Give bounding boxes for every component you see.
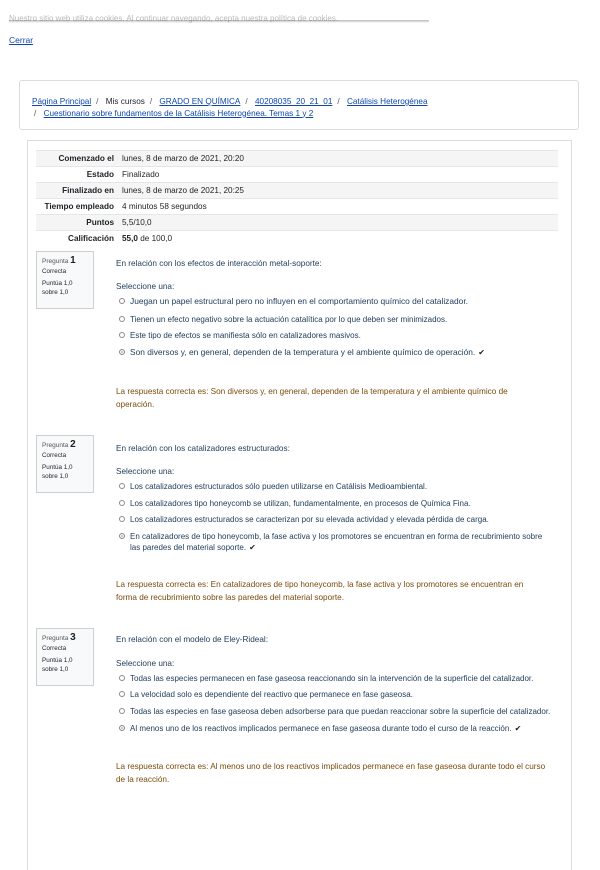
points-value: 5,5/10,0 bbox=[122, 218, 152, 227]
breadcrumb-my-courses[interactable]: Mis cursos bbox=[105, 97, 145, 106]
question-3-feedback: La respuesta correcta es: Al menos uno de los reactivos implicados permanece en fase gaseosa durante todo el curso de la reacción. bbox=[116, 762, 546, 784]
attempt-summary-table bbox=[36, 150, 558, 246]
question-prefix: Pregunta bbox=[42, 258, 69, 265]
grade-score: 55,0 bbox=[122, 234, 138, 243]
question-state: Correcta bbox=[42, 452, 67, 459]
radio-button[interactable] bbox=[119, 332, 125, 338]
question-2-option-c[interactable]: Los catalizadores estructurados se caracterizan por su elevada actividad y elevada pérdida de carga. bbox=[119, 514, 559, 525]
finished-label: Finalizado en bbox=[62, 186, 114, 195]
radio-button[interactable] bbox=[119, 675, 125, 681]
question-mark: Puntúa 1,0 sobre 1,0 bbox=[42, 657, 73, 673]
radio-button[interactable] bbox=[119, 691, 125, 697]
question-mark: Puntúa 1,0 sobre 1,0 bbox=[42, 464, 73, 480]
question-1-option-c[interactable]: Este tipo de efectos se manifiesta sólo en catalizadores masivos. bbox=[119, 330, 559, 341]
started-label: Comenzado el bbox=[58, 154, 114, 163]
question-3-option-d[interactable]: Al menos uno de los reactivos implicados permanece en fase gaseosa durante todo el curso de la reacción. ✔ bbox=[119, 723, 559, 734]
question-prefix: Pregunta bbox=[42, 442, 69, 449]
close-notice-link[interactable]: Cerrar bbox=[9, 35, 34, 45]
state-value: Finalizado bbox=[122, 170, 160, 179]
question-3-option-a[interactable]: Todas las especies permanecen en fase gaseosa reaccionando sin la intervención de la superficie del catalizador. bbox=[119, 673, 559, 684]
question-number: 3 bbox=[70, 632, 76, 643]
question-2-option-b[interactable]: Los catalizadores tipo honeycomb se utilizan, fundamentalmente, en procesos de Química Fina. bbox=[119, 498, 559, 509]
check-icon: ✔ bbox=[478, 348, 485, 357]
question-1-option-a[interactable]: Juegan un papel estructural pero no influyen en el comportamiento químico del catalizador. bbox=[119, 296, 559, 307]
grade-label: Calificación bbox=[68, 234, 114, 243]
question-state: Correcta bbox=[42, 268, 67, 275]
question-1-option-d[interactable]: Son diversos y, en general, dependen de la temperatura y el ambiente químico de operación. ✔ bbox=[119, 347, 559, 358]
question-2-prompt: Seleccione una: bbox=[116, 467, 175, 476]
question-3-info bbox=[36, 628, 94, 686]
breadcrumb-course-code[interactable]: 40208035_20_21_01 bbox=[254, 97, 333, 106]
question-3-option-b[interactable]: La velocidad solo es dependiente del reactivo que permanece en fase gaseosa. bbox=[119, 689, 559, 700]
time-value: 4 minutos 58 segundos bbox=[122, 202, 207, 211]
cookie-notice: Nuestro sitio web utiliza cookies. Al continuar navegando, acepta nuestra política de cookies. bbox=[9, 14, 339, 23]
question-3-text: En relación con el modelo de Eley-Rideal: bbox=[116, 635, 269, 644]
breadcrumb-degree[interactable]: GRADO EN QUÍMICA bbox=[159, 97, 241, 106]
points-label: Puntos bbox=[86, 218, 114, 227]
question-state: Correcta bbox=[42, 645, 67, 652]
question-1-feedback: La respuesta correcta es: Son diversos y, en general, dependen de la temperatura y el ambiente químico de operación. bbox=[116, 387, 508, 409]
started-value: lunes, 8 de marzo de 2021, 20:20 bbox=[122, 154, 244, 163]
breadcrumb-home[interactable]: Página Principal bbox=[32, 97, 92, 106]
finished-value: lunes, 8 de marzo de 2021, 20:25 bbox=[122, 186, 244, 195]
radio-button[interactable] bbox=[119, 708, 125, 714]
radio-button-selected[interactable] bbox=[119, 533, 125, 539]
question-1-prompt: Seleccione una: bbox=[116, 282, 175, 291]
question-1-text: En relación con los efectos de interacción metal-soporte: bbox=[116, 259, 322, 268]
breadcrumb-course[interactable]: Catálisis Heterogénea bbox=[346, 97, 428, 106]
check-icon: ✔ bbox=[514, 724, 522, 733]
question-1-option-b[interactable]: Tienen un efecto negativo sobre la actuación catalítica por lo que deben ser minimizados. bbox=[119, 314, 559, 325]
radio-button[interactable] bbox=[119, 500, 125, 506]
radio-button[interactable] bbox=[119, 483, 125, 489]
grade-max: de 100,0 bbox=[140, 234, 173, 243]
question-2-feedback: La respuesta correcta es: En catalizadores de tipo honeycomb, la fase activa y los promotores se encuentran en forma de recubrimiento sobre las paredes del material soporte. bbox=[116, 580, 524, 602]
question-number: 1 bbox=[70, 255, 76, 266]
radio-button-selected[interactable] bbox=[119, 349, 125, 355]
state-label: Estado bbox=[86, 170, 114, 179]
time-label: Tiempo empleado bbox=[44, 202, 114, 211]
breadcrumb-card bbox=[19, 80, 579, 130]
radio-button[interactable] bbox=[119, 298, 125, 304]
radio-button-selected[interactable] bbox=[119, 725, 125, 731]
question-prefix: Pregunta bbox=[42, 635, 69, 642]
question-1-info bbox=[36, 251, 94, 309]
radio-button[interactable] bbox=[119, 516, 125, 522]
question-mark: Puntúa 1,0 sobre 1,0 bbox=[42, 280, 73, 296]
question-2-info bbox=[36, 435, 94, 493]
question-2-text: En relación con los catalizadores estructurados: bbox=[116, 444, 290, 453]
check-icon: ✔ bbox=[249, 543, 256, 552]
radio-button[interactable] bbox=[119, 316, 125, 322]
breadcrumb-quiz[interactable]: Cuestionario sobre fundamentos de la Catálisis Heterogénea. Temas 1 y 2 bbox=[43, 108, 314, 118]
question-2-option-a[interactable]: Los catalizadores estructurados sólo pueden utilizarse en Catálisis Medioambiental. bbox=[119, 481, 559, 492]
question-number: 2 bbox=[70, 439, 76, 450]
grade-value bbox=[120, 231, 558, 247]
question-2-option-d[interactable]: En catalizadores de tipo honeycomb, la fase activa y los promotores se encuentran en forma de recubrimiento sobre las paredes del material soporte. ✔ bbox=[119, 531, 559, 553]
question-3-prompt: Seleccione una: bbox=[116, 659, 175, 668]
question-3-option-c[interactable]: Todas las especies en fase gaseosa deben adsorberse para que puedan reaccionar sobre la superficie del catalizador. bbox=[119, 706, 559, 717]
breadcrumb: Página Principal / Mis cursos / GRADO EN QUÍMICA / 40208035_20_21_01 / Catálisis Heterogénea / Cuestionario sobre fundamentos de la Catálisis Heterogénea. Temas 1 y 2 bbox=[32, 97, 428, 118]
